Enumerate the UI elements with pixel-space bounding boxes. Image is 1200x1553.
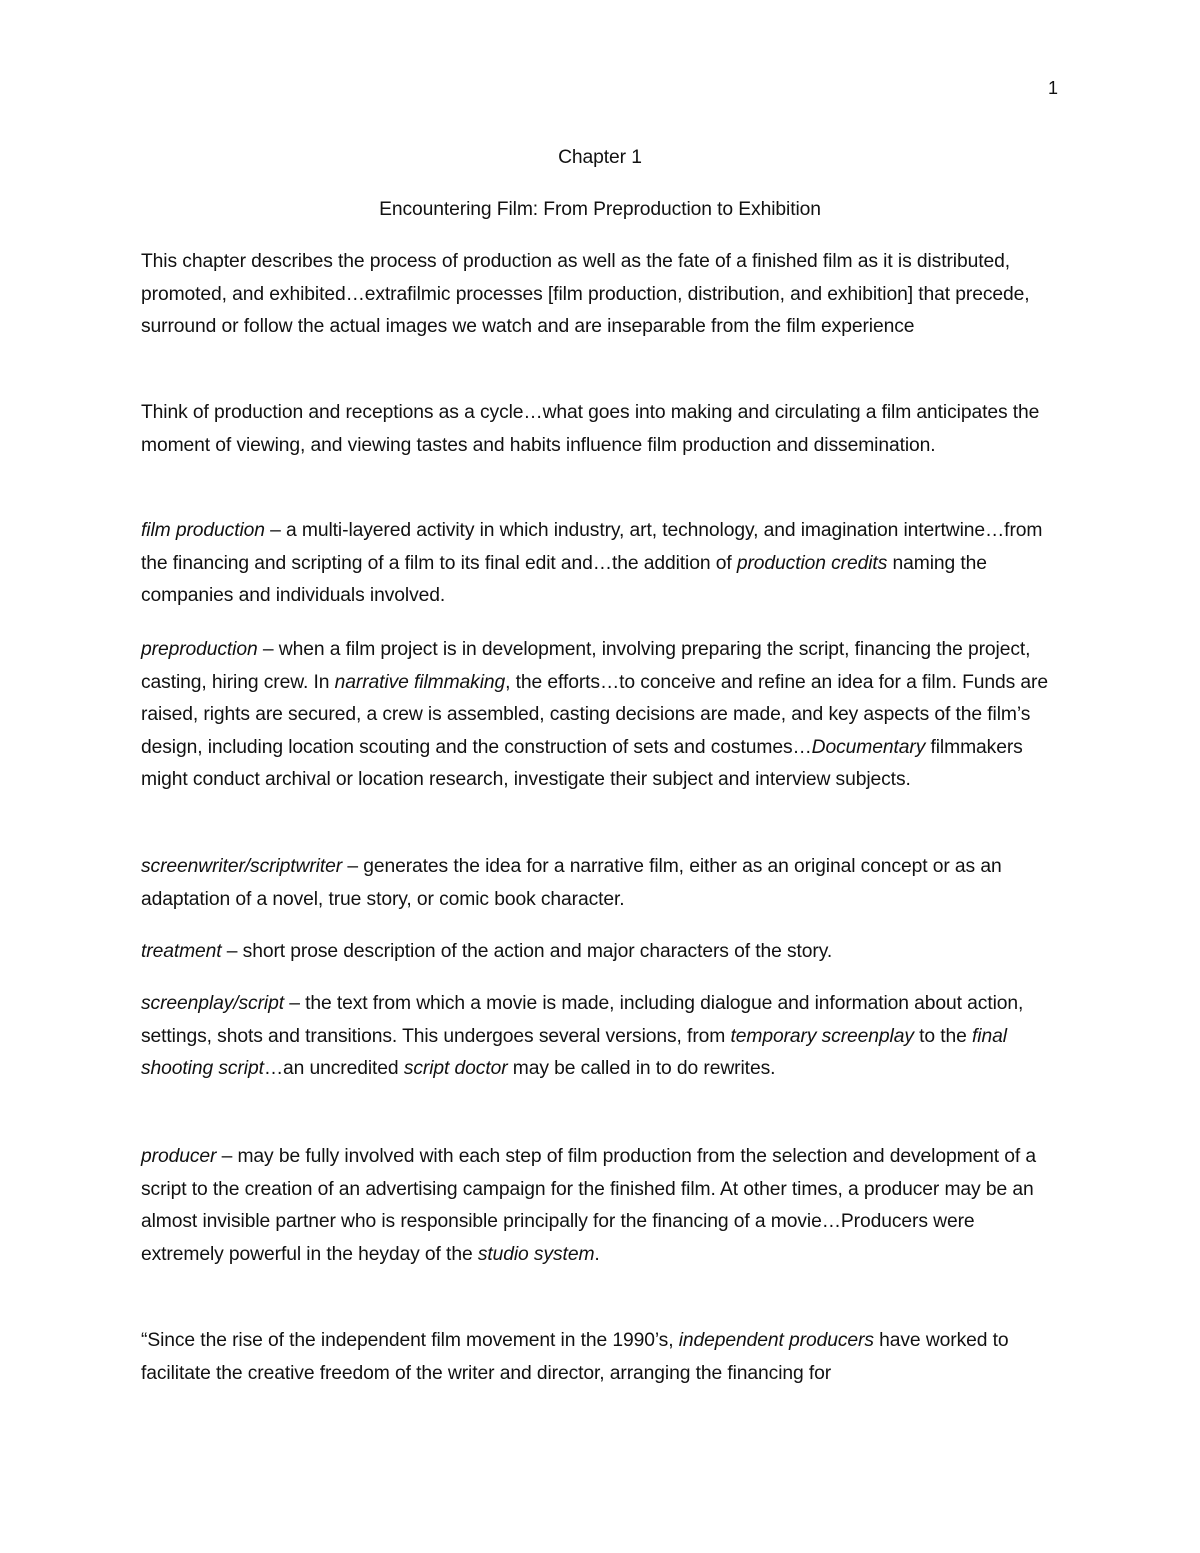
definition-producer xyxy=(141,1141,1059,1271)
definition-text: …an uncredited xyxy=(263,1058,404,1080)
definition-text: – when a film project is in development, involving preparing the script, financing the project, casting, hiring crew. In xyxy=(141,639,1031,693)
definition-text: – generates the idea for a narrative film, either as an original concept or as an adaptation of a novel, true story, or comic book character. xyxy=(141,856,1002,910)
definition-text: may be called in to do rewrites. xyxy=(507,1058,776,1080)
definition-screenwriter xyxy=(141,851,1059,916)
term: producer xyxy=(141,1146,217,1167)
term: Documentary xyxy=(811,736,926,758)
term: preproduction xyxy=(141,639,258,660)
term: film production xyxy=(141,520,265,541)
term: temporary screenplay xyxy=(730,1025,914,1047)
term: final shooting script xyxy=(141,1025,1007,1080)
term: narrative filmmaking xyxy=(334,671,506,693)
definition-text: , the efforts…to conceive and refine an idea for a film. Funds are raised, rights are secured, a crew is assembled, casting decisions are made, and key aspects of the film’s design, including location scouting and the construction of sets and costumes… xyxy=(141,671,1049,758)
term: independent producers xyxy=(678,1330,874,1351)
paragraph-text: “Since the rise of the independent film movement in the 1990’s, xyxy=(141,1330,679,1351)
definition-preproduction xyxy=(141,634,1059,797)
definition-text: – a multi-layered activity in which industry, art, technology, and imagination intertwine…from the financing and scripting of a film to its final edit and…the addition of xyxy=(141,520,1043,574)
definition-film-production xyxy=(141,515,1059,613)
definition-text: . xyxy=(594,1243,600,1265)
definition-treatment xyxy=(141,936,1059,969)
intro-paragraph xyxy=(141,246,1059,344)
page-number: 1 xyxy=(1047,78,1058,98)
definition-text: filmmakers might conduct archival or location research, investigate their subject and interview subjects. xyxy=(141,736,1023,791)
term: screenplay/script xyxy=(141,993,284,1014)
quote-paragraph xyxy=(141,1325,1059,1390)
definition-text: naming the companies and individuals involved. xyxy=(141,552,987,607)
paragraph-text: Think of production and receptions as a cycle…what goes into making and circulating a film anticipates the moment of viewing, and viewing tastes and habits influence film production and dissemination. xyxy=(141,402,1040,456)
term: treatment xyxy=(141,941,222,962)
definition-text: – the text from which a movie is made, including dialogue and information about action, settings, shots and transitions. This undergoes several versions, from xyxy=(141,993,1024,1047)
term: production credits xyxy=(736,552,888,574)
definition-screenplay xyxy=(141,988,1059,1086)
chapter-title: Encountering Film: From Preproduction to Exhibition xyxy=(379,199,821,220)
paragraph-text: This chapter describes the process of production as well as the fate of a finished film as it is distributed, promoted, and exhibited…extrafilmic processes [film production, distribution, and exhibition] that precede, surround or follow the actual images we watch and are inseparable from the film experience xyxy=(141,251,1030,338)
term: studio system xyxy=(477,1243,595,1265)
definition-text: – may be fully involved with each step of film production from the selection and development of a script to the creation of an advertising campaign for the finished film. At other times, a producer may be an almost invisible partner who is responsible principally for the financing of a movie…Producers were extremely powerful in the heyday of the xyxy=(141,1146,1037,1265)
definition-text: – short prose description of the action and major characters of the story. xyxy=(221,941,833,962)
paragraph-text: have worked to facilitate the creative freedom of the writer and director, arranging the financing for xyxy=(141,1330,1009,1384)
term: screenwriter/scriptwriter xyxy=(141,856,343,877)
definition-text: to the xyxy=(913,1025,973,1047)
cycle-paragraph xyxy=(141,397,1059,462)
chapter-label: Chapter 1 xyxy=(558,147,642,168)
term: script doctor xyxy=(403,1058,508,1080)
